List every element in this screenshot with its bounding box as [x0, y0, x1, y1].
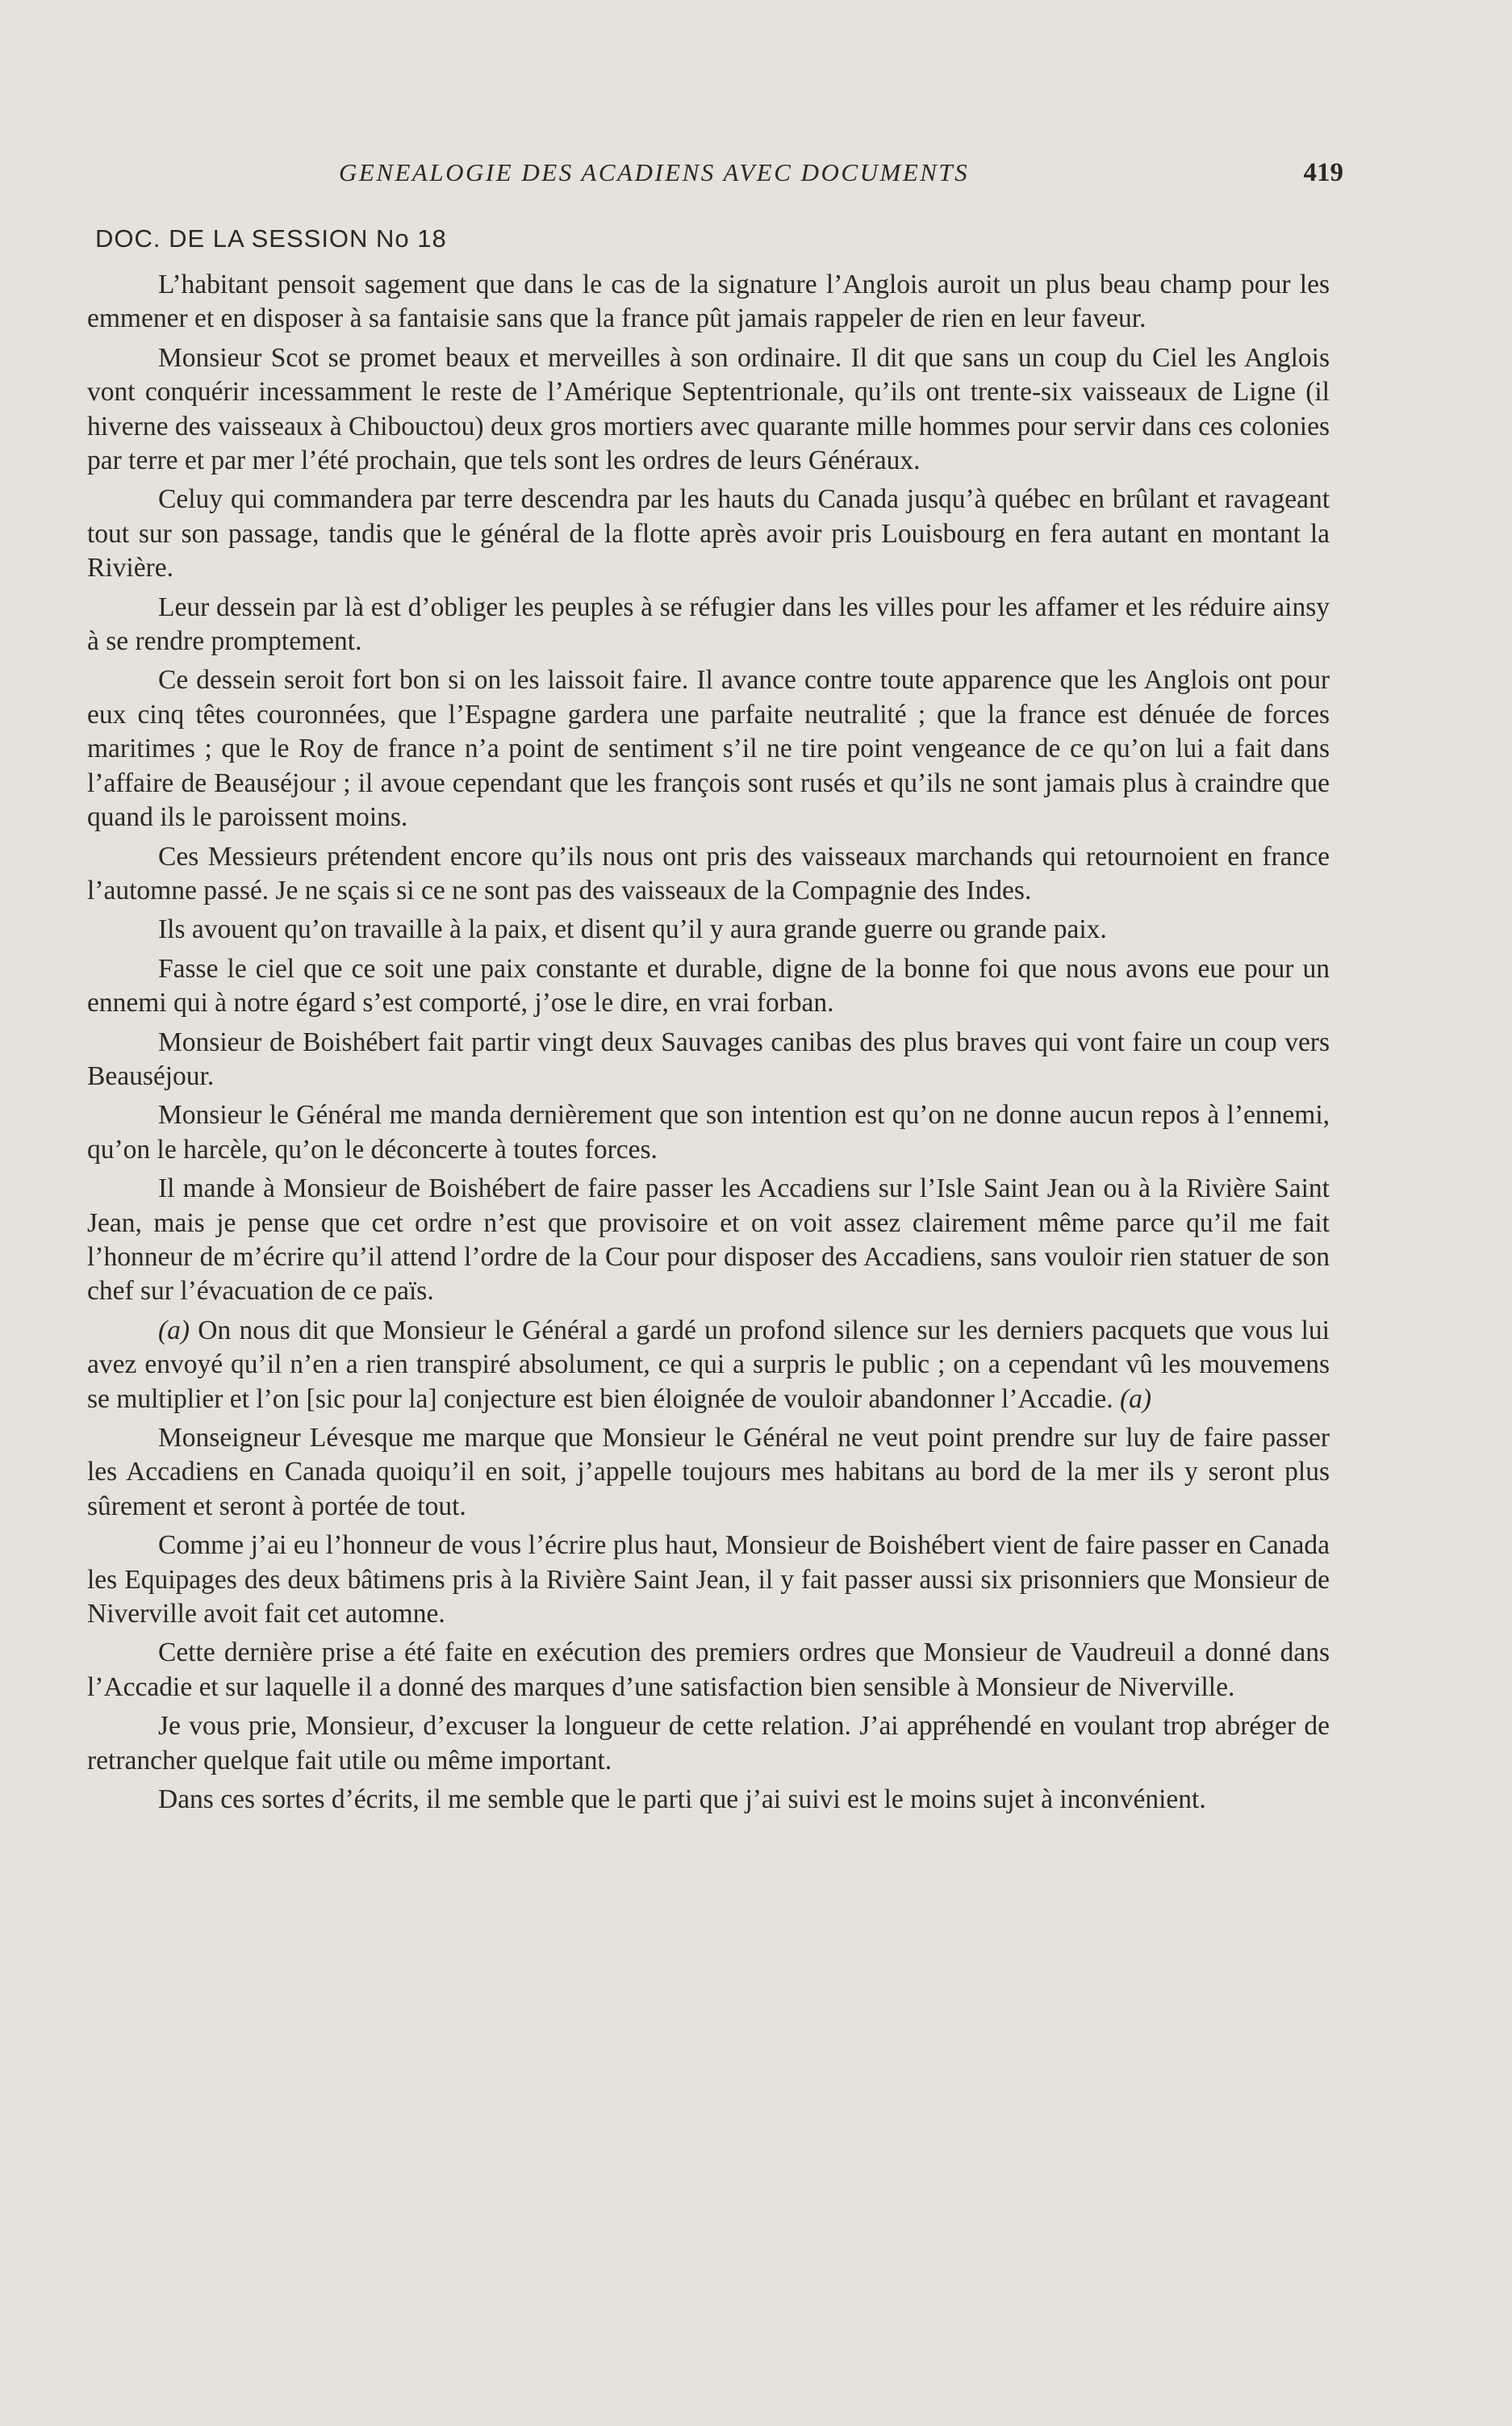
paragraph: Ce dessein seroit fort bon si on les laissoit faire. Il avance contre toute apparence que les Anglois ont pour eux cinq têtes couronnées, que l’Espagne gardera une parfaite neutralité ; que la france est dénuée de forces maritimes ; que le Roy de france n’a point de sentiment s’il ne tire point vengeance de ce qu’on lui a fait dans l’affaire de Beauséjour ; il avoue cependant que les françois sont rusés et qu’ils ne sont jamais plus à craindre que quand ils le paroissent moins.: [87, 665, 1330, 833]
paragraph: Il mande à Monsieur de Boishébert de faire passer les Accadiens sur l’Isle Saint Jean ou à la Rivière Saint Jean, mais je pense que cet ordre n’est que provisoire et on voit assez clairement même parce qu’il me fait l’honneur de m’écrire qu’il attend l’ordre de la Cour pour disposer des Accadiens, sans vouloir rien statuer de son chef sur l’évacuation de ce païs.: [87, 1173, 1330, 1307]
page-number: 419: [1303, 158, 1343, 187]
running-title: GENEALOGIE DES ACADIENS AVEC DOCUMENTS: [339, 158, 970, 186]
paragraph: Ces Messieurs prétendent encore qu’ils nous ont pris des vaisseaux marchands qui retournoient en france l’automne passé. Je ne sçais si ce ne sont pas des vaisseaux de la Compagnie des Indes.: [87, 841, 1330, 906]
paragraph: Leur dessein par là est d’obliger les peuples à se réfugier dans les villes pour les affamer et les réduire ainsy à se rendre promptement.: [87, 592, 1330, 657]
paragraph-note: [87, 1314, 1330, 1416]
paragraph: Dans ces sortes d’écrits, il me semble que le parti que j’ai suivi est le moins sujet à inconvénient.: [158, 1784, 1206, 1815]
paragraph: Monsieur le Général me manda dernièrement que son intention est qu’on ne donne aucun repos à l’ennemi, qu’on le harcèle, qu’on le déconcerte à toutes forces.: [87, 1100, 1330, 1165]
paragraph: Monsieur Scot se promet beaux et merveilles à son ordinaire. Il dit que sans un coup du Ciel les Anglois vont conquérir incessamment le reste de l’Amérique Septentrionale, qu’ils ont trente-six vaisseaux de Ligne (il hiverne des vaisseaux à Chibouctou) deux gros mortiers avec quarante mille hommes pour servir dans ces colonies par terre et par mer l’été prochain, que tels sont les ordres de leurs Généraux.: [87, 342, 1330, 476]
session-line: DOC. DE LA SESSION No 18: [95, 224, 447, 253]
note-marker-open: (a): [158, 1315, 190, 1345]
paragraph: Ils avouent qu’on travaille à la paix, et disent qu’il y aura grande guerre ou grande paix.: [158, 914, 1107, 945]
note-marker-close: (a): [1119, 1383, 1152, 1414]
paragraph: Comme j’ai eu l’honneur de vous l’écrire plus haut, Monsieur de Boishébert vient de faire passer en Canada les Equipages des deux bâtimens pris à la Rivière Saint Jean, il y fait passer aussi six prisonniers que Monsieur de Niverville avoit fait cet automne.: [87, 1530, 1330, 1629]
note-text: On nous dit que Monsieur le Général a gardé un profond silence sur les derniers pacquets que vous lui avez envoyé qu’il n’en a rien transpiré absolument, ce qui a surpris le public ; on a cependant vû les mouvemens se multiplier et l’on [sic pour la] conjecture est bien éloignée de vouloir abandonner l’Accadie.: [87, 1315, 1330, 1414]
body-text: [87, 268, 1330, 1822]
paragraph: Je vous prie, Monsieur, d’excuser la longueur de cette relation. J’ai appréhendé en voulant trop abréger de retrancher quelque fait utile ou même important.: [87, 1711, 1330, 1776]
paragraph: L’habitant pensoit sagement que dans le cas de la signature l’Anglois auroit un plus beau champ pour les emmener et en disposer à sa fantaisie sans que la france pût jamais rappeler de rien en leur faveur.: [87, 270, 1330, 334]
paragraph: Monsieur de Boishébert fait partir vingt deux Sauvages canibas des plus braves qui vont faire un coup vers Beauséjour.: [87, 1027, 1330, 1091]
paragraph: Fasse le ciel que ce soit une paix constante et durable, digne de la bonne foi que nous avons eue pour un ennemi qui à notre égard s’est comporté, j’ose le dire, en vrai forban.: [87, 953, 1330, 1019]
paragraph: Cette dernière prise a été faite en exécution des premiers ordres que Monsieur de Vaudreuil a donné dans l’Accadie et sur laquelle il a donné des marques d’une satisfaction bien sensible à Monsieur de Niverville.: [87, 1638, 1330, 1702]
paragraph: Celuy qui commandera par terre descendra par les hauts du Canada jusqu’à québec en brûlant et ravageant tout sur son passage, tandis que le général de la flotte après avoir pris Louisbourg en fera autant en montant la Rivière.: [87, 484, 1330, 583]
paragraph: Monseigneur Lévesque me marque que Monsieur le Général ne veut point prendre sur luy de faire passer les Accadiens en Canada quoiqu’il en soit, j’appelle toujours mes habitans au bord de la mer ils y seront plus sûrement et seront à portée de tout.: [87, 1423, 1330, 1521]
page-header: [339, 158, 1343, 199]
